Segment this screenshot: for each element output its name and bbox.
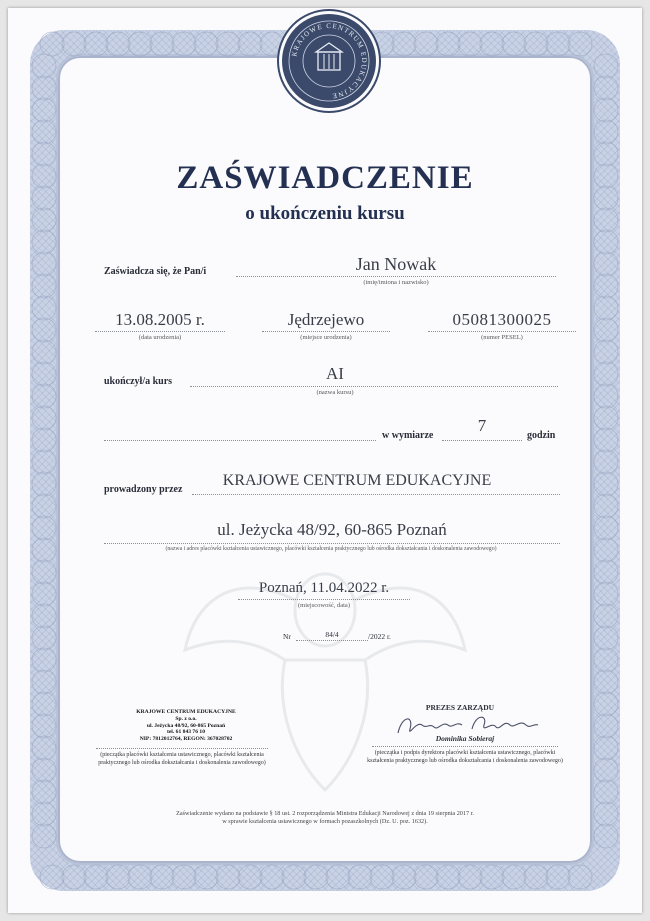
border-loop (594, 428, 618, 452)
border-loop (436, 32, 460, 56)
border-loop (32, 318, 56, 342)
birth-date: 13.08.2005 r. (115, 310, 205, 329)
border-loop (32, 692, 56, 716)
border-loop (32, 670, 56, 694)
border-loop (348, 865, 372, 889)
border-loop (392, 865, 416, 889)
border-loop (594, 780, 618, 804)
border-loop (172, 32, 196, 56)
provider-name: KRAJOWE CENTRUM EDUKACYJNE (222, 472, 492, 489)
border-loop (594, 274, 618, 298)
border-loop (546, 32, 570, 56)
border-loop (32, 604, 56, 628)
border-loop (32, 714, 56, 738)
border-loop (32, 824, 56, 848)
border-loop (524, 865, 548, 889)
hours-label: w wymiarze (382, 430, 434, 441)
border-loop (32, 582, 56, 606)
border-loop (32, 626, 56, 650)
stamp-line (96, 748, 268, 749)
border-loop (594, 76, 618, 100)
border-loop (260, 865, 284, 889)
pesel-line (428, 331, 576, 332)
border-loop (62, 865, 86, 889)
border-loop (480, 32, 504, 56)
border-loop (568, 32, 592, 56)
border-loop (594, 230, 618, 254)
border-loop (84, 865, 108, 889)
legal-footer (110, 810, 540, 826)
course-name: AI (326, 364, 344, 383)
border-loop (32, 648, 56, 672)
nr-value: 84/4 (325, 630, 339, 639)
border-loop (594, 54, 618, 78)
border-loop (458, 865, 482, 889)
border-loop (238, 865, 262, 889)
border-loop (194, 32, 218, 56)
person-name-caption: (imię/imiona i nazwisko) (363, 279, 429, 286)
border-loop (32, 252, 56, 276)
border-loop (594, 494, 618, 518)
issue-place-date: Poznań, 11.04.2022 r. (258, 580, 390, 596)
border-loop (106, 32, 130, 56)
border-loop (32, 450, 56, 474)
border-loop (414, 865, 438, 889)
border-loop (594, 560, 618, 584)
seal-text: KRAJOWE CENTRUM EDUKACYJNE (290, 21, 369, 100)
signature-name: Dominika Sobieraj (435, 734, 495, 743)
nr-line (296, 640, 368, 641)
border-loop (436, 865, 460, 889)
border-loop (594, 516, 618, 540)
border-loop (32, 98, 56, 122)
birth-place-caption: (miejsce urodzenia) (300, 334, 352, 341)
border-loop (32, 560, 56, 584)
border-loop (32, 296, 56, 320)
border-loop (502, 32, 526, 56)
border-loop (594, 296, 618, 320)
signature-role: PREZES ZARZĄDU (425, 703, 495, 712)
issue-caption: (miejscowość, data) (298, 602, 350, 609)
birth-date-caption: (data urodzenia) (138, 334, 182, 341)
border-loop (216, 32, 240, 56)
border-loop (32, 472, 56, 496)
course-line (190, 386, 558, 387)
provider-line (192, 494, 560, 495)
provider-address: ul. Jeżycka 48/92, 60-865 Poznań (217, 520, 447, 539)
border-loop (594, 406, 618, 430)
border-loop (480, 865, 504, 889)
border-loop (128, 32, 152, 56)
hours-value: 7 (477, 416, 487, 435)
border-loop (594, 626, 618, 650)
stamp-line-5: NIP: 7812012764, REGON: 367028702 (139, 736, 233, 743)
stamp-line-2: Sp. z o.o. (175, 715, 197, 722)
border-loop (594, 384, 618, 408)
issue-line (238, 599, 410, 600)
border-loop (594, 318, 618, 342)
border-loop (414, 32, 438, 56)
border-loop (32, 758, 56, 782)
border-loop (32, 516, 56, 540)
border-loop (568, 865, 592, 889)
border-loop (32, 428, 56, 452)
certificate-title: ZAŚWIADCZENIE (176, 160, 474, 196)
border-loop (62, 32, 86, 56)
border-loop (32, 780, 56, 804)
provider-caption: (nazwa i adres placówki kształcenia ustawicznego, placówki kształcenia praktycznego lub ośrodka dokształcania i doskonalenia zawodowego) (165, 546, 497, 552)
border-loop (594, 824, 618, 848)
border-loop (594, 736, 618, 760)
border-loop (32, 76, 56, 100)
border-loop (594, 120, 618, 144)
border-loop (32, 494, 56, 518)
border-loop (594, 340, 618, 364)
border-loop (128, 865, 152, 889)
border-loop (594, 252, 618, 276)
border-loop (150, 32, 174, 56)
stamp-line-4: tel. 61 843 76 10 (166, 729, 206, 736)
border-loop (282, 865, 306, 889)
hours-line (442, 440, 522, 441)
border-loop (594, 670, 618, 694)
institution-seal (279, 11, 379, 111)
hours-unit: godzin (527, 430, 556, 441)
border-loop (32, 384, 56, 408)
border-loop (40, 865, 64, 889)
border-loop (458, 32, 482, 56)
birth-place-line (262, 331, 390, 332)
institution-stamp (116, 709, 256, 743)
border-loop (32, 54, 56, 78)
border-loop (594, 538, 618, 562)
provider-label: prowadzony przez (104, 484, 183, 495)
stamp-line-1: KRAJOWE CENTRUM EDUKACYJNE (136, 709, 236, 715)
person-line (236, 276, 556, 277)
border-loop (594, 450, 618, 474)
border-loop (84, 32, 108, 56)
signature-caption: (pieczątka i podpis dyrektora placówki kształcenia ustawicznego, placówki kształcenia praktycznego lub ośrodka dokształcania i doskonalenia zawodowego) (367, 750, 563, 764)
border-loop (594, 692, 618, 716)
border-loop (392, 32, 416, 56)
border-loop (32, 736, 56, 760)
footer-line-2: w sprawie kształcenia ustawicznego w formach pozaszkolnych (Dz. U. poz. 1632). (222, 818, 428, 826)
border-loop (40, 32, 64, 56)
border-loop (32, 274, 56, 298)
person-name: Jan Nowak (355, 254, 437, 274)
course-name-caption: (nazwa kursu) (316, 389, 354, 396)
hours-leading-line (104, 440, 376, 441)
border-loop (172, 865, 196, 889)
border-loop (32, 362, 56, 386)
border-loop (594, 362, 618, 386)
course-label: ukończył/a kurs (104, 376, 173, 387)
person-label: Zaświadcza się, że Pan/i (104, 266, 207, 277)
border-loop (594, 98, 618, 122)
footer-line-1: Zaświadczenie wydano na podstawie § 18 ust. 2 rozporządzenia Ministra Edukacji Narodowej z dnia 19 sierpnia 2017 r. (176, 810, 474, 817)
border-loop (32, 230, 56, 254)
border-loop (370, 865, 394, 889)
border-loop (594, 648, 618, 672)
border-loop (326, 865, 350, 889)
border-loop (150, 865, 174, 889)
border-loop (524, 32, 548, 56)
nr-label: Nr (283, 632, 291, 641)
border-loop (502, 865, 526, 889)
border-loop (32, 802, 56, 826)
border-loop (216, 865, 240, 889)
border-loop (194, 865, 218, 889)
border-loop (594, 802, 618, 826)
border-loop (594, 758, 618, 782)
border-loop (238, 32, 262, 56)
border-loop (32, 340, 56, 364)
provider-address-line (104, 543, 560, 544)
border-loop (594, 714, 618, 738)
border-loop (32, 538, 56, 562)
border-loop (594, 582, 618, 606)
nr-suffix: /2022 r. (368, 632, 391, 641)
border-loop (304, 865, 328, 889)
border-loop (32, 120, 56, 144)
border-loop (32, 406, 56, 430)
border-loop (594, 604, 618, 628)
border-loop (594, 472, 618, 496)
stamp-line-3: ul. Jeżycka 48/92, 60-865 Poznań (146, 722, 226, 729)
birth-date-line (95, 331, 225, 332)
birth-place: Jędrzejewo (287, 310, 365, 329)
signature-line (372, 746, 558, 747)
certificate-subtitle: o ukończeniu kursu (245, 203, 405, 224)
border-loop (106, 865, 130, 889)
pesel-caption: (numer PESEL) (481, 334, 523, 341)
stamp-caption: (pieczątka placówki kształcenia ustawicznego, placówki kształcenia praktycznego lub ośrodka dokształcania i doskonalenia zawodowego) (98, 752, 266, 766)
pesel-number: 05081300025 (452, 310, 552, 329)
border-loop (546, 865, 570, 889)
